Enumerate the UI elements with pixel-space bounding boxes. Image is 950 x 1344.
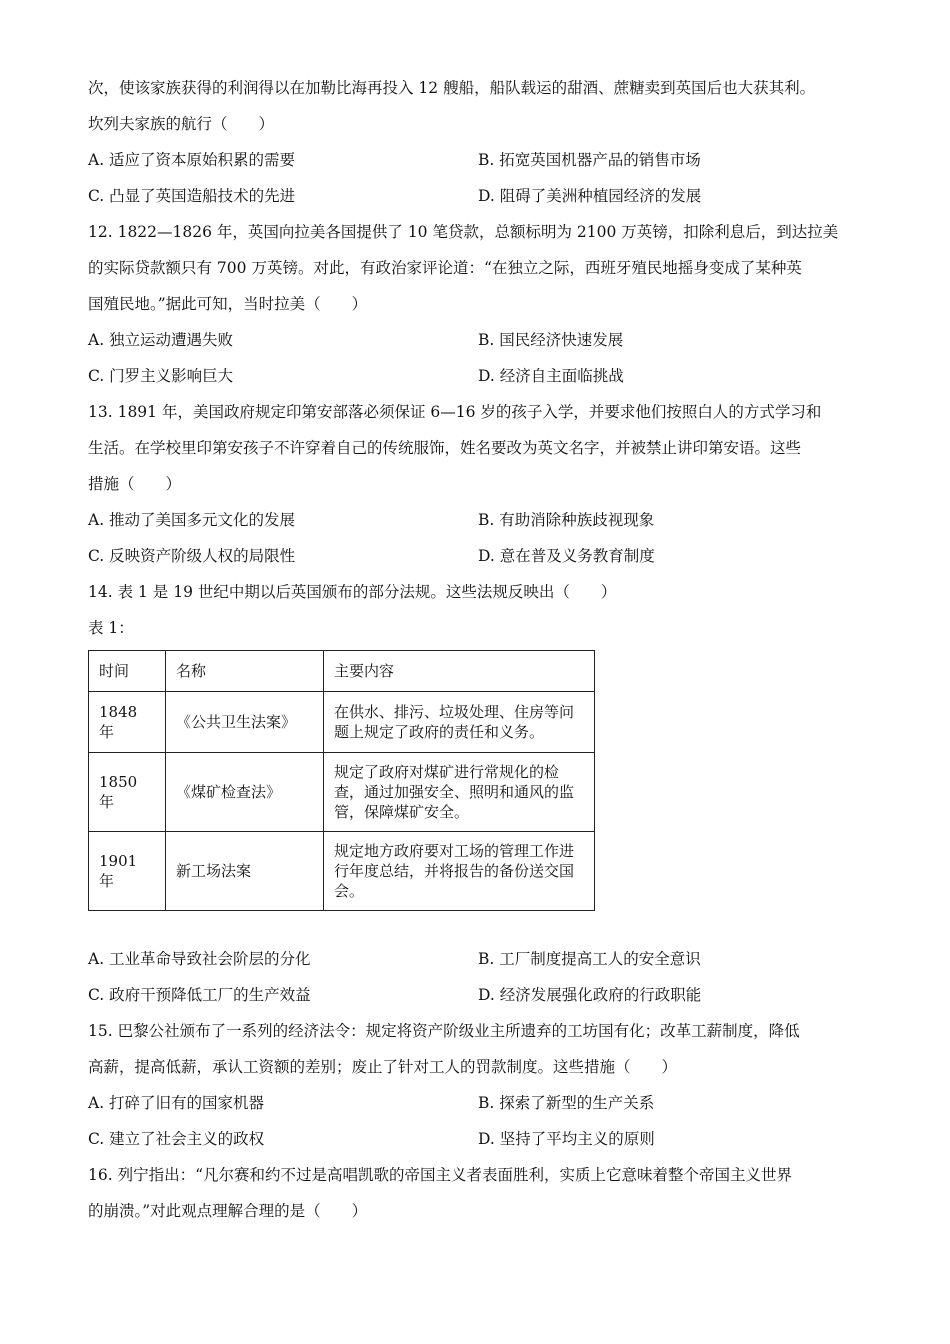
q14-option-a: A. 工业革命导致社会阶层的分化 (88, 950, 311, 968)
table-cell-content: 在供水、排污、垃圾处理、住房等问题上规定了政府的责任和义务。 (324, 692, 595, 753)
q12-stem-line: 国殖民地。”据此可知，当时拉美（ ） (88, 295, 368, 313)
table-cell-year: 1850 年 (89, 753, 166, 832)
q16-stem-line: 16. 列宁指出：“凡尔赛和约不过是高唱凯歌的帝国主义者表面胜利，实质上它意味着整个帝国主义世界 (88, 1166, 793, 1184)
q14-options-row (88, 977, 868, 1013)
q14-options-row (88, 941, 868, 977)
q11-options-row (88, 142, 868, 178)
q13-option-a: A. 推动了美国多元文化的发展 (88, 511, 296, 529)
q12-option-d: D. 经济自主面临挑战 (478, 367, 624, 385)
q14-stem-line: 14. 表 1 是 19 世纪中期以后英国颁布的部分法规。这些法规反映出（ ） (88, 583, 617, 601)
table-header-cell: 名称 (166, 651, 324, 692)
q13-option-b: B. 有助消除种族歧视现象 (478, 511, 655, 529)
q11-option-d: D. 阻碍了美洲种植园经济的发展 (478, 187, 702, 205)
table-cell-name: 新工场法案 (166, 832, 324, 911)
q13-stem-line: 措施（ ） (88, 475, 182, 493)
q11-option-b: B. 拓宽英国机器产品的销售市场 (478, 151, 701, 169)
q13-options-row (88, 538, 868, 574)
q14-option-b: B. 工厂制度提高工人的安全意识 (478, 950, 701, 968)
table-cell-content: 规定了政府对煤矿进行常规化的检查，通过加强安全、照明和通风的监管，保障煤矿安全。 (324, 753, 595, 832)
q13-stem-line: 13. 1891 年，美国政府规定印第安部落必须保证 6—16 岁的孩子入学，并要求他们按照白人的方式学习和 (88, 403, 822, 421)
q11-options-row (88, 178, 868, 214)
q15-stem-line: 15. 巴黎公社颁布了一系列的经济法令：规定将资产阶级业主所遗弃的工坊国有化；改革工薪制度，降低 (88, 1022, 800, 1040)
table-row (89, 832, 595, 911)
q12-option-c: C. 门罗主义影响巨大 (88, 367, 234, 385)
q15-option-c: C. 建立了社会主义的政权 (88, 1130, 265, 1148)
table-row (89, 753, 595, 832)
q11-stem-line: 坎列夫家族的航行（ ） (88, 115, 275, 133)
table-header-cell: 主要内容 (324, 651, 595, 692)
table-cell-name: 《公共卫生法案》 (166, 692, 324, 753)
q15-option-d: D. 坚持了平均主义的原则 (478, 1130, 655, 1148)
q12-options-row (88, 358, 868, 394)
q13-option-d: D. 意在普及义务教育制度 (478, 547, 655, 565)
table-header-row (89, 651, 595, 692)
exam-page (88, 70, 868, 1229)
table-label: 表 1： (88, 619, 134, 637)
table-cell-year: 1901 年 (89, 832, 166, 911)
q15-stem-line: 高薪，提高低薪，承认工资额的差别；废止了针对工人的罚款制度。这些措施（ ） (88, 1058, 678, 1076)
q12-option-b: B. 国民经济快速发展 (478, 331, 624, 349)
q12-option-a: A. 独立运动遭遇失败 (88, 331, 234, 349)
q14-option-c: C. 政府干预降低工厂的生产效益 (88, 986, 311, 1004)
table-cell-content: 规定地方政府要对工场的管理工作进行年度总结，并将报告的备份送交国会。 (324, 832, 595, 911)
q16-stem-line: 的崩溃。”对此观点理解合理的是（ ） (88, 1202, 368, 1220)
q11-option-c: C. 凸显了英国造船技术的先进 (88, 187, 296, 205)
table-header-cell: 时间 (89, 651, 166, 692)
table-cell-year: 1848 年 (89, 692, 166, 753)
q15-option-b: B. 探索了新型的生产关系 (478, 1094, 655, 1112)
law-table (88, 650, 595, 911)
q11-stem-line: 次，使该家族获得的利润得以在加勒比海再投入 12 艘船，船队载运的甜酒、蔗糖卖到英国后也大获其利。 (88, 79, 816, 97)
q14-option-d: D. 经济发展强化政府的行政职能 (478, 986, 702, 1004)
q15-options-row (88, 1085, 868, 1121)
q15-options-row (88, 1121, 868, 1157)
table-row (89, 692, 595, 753)
q13-option-c: C. 反映资产阶级人权的局限性 (88, 547, 296, 565)
q13-stem-line: 生活。在学校里印第安孩子不许穿着自己的传统服饰，姓名要改为英文名字，并被禁止讲印第安语。这些 (88, 439, 802, 457)
q13-options-row (88, 502, 868, 538)
q11-option-a: A. 适应了资本原始积累的需要 (88, 151, 296, 169)
table-cell-name: 《煤矿检查法》 (166, 753, 324, 832)
q12-stem-line: 的实际贷款额只有 700 万英镑。对此，有政治家评论道：“在独立之际，西班牙殖民地摇身变成了某种英 (88, 259, 802, 277)
q12-options-row (88, 322, 868, 358)
q12-stem-line: 12. 1822—1826 年，英国向拉美各国提供了 10 笔贷款，总额标明为 2100 万英镑，扣除利息后，到达拉美 (88, 223, 839, 241)
q15-option-a: A. 打碎了旧有的国家机器 (88, 1094, 265, 1112)
